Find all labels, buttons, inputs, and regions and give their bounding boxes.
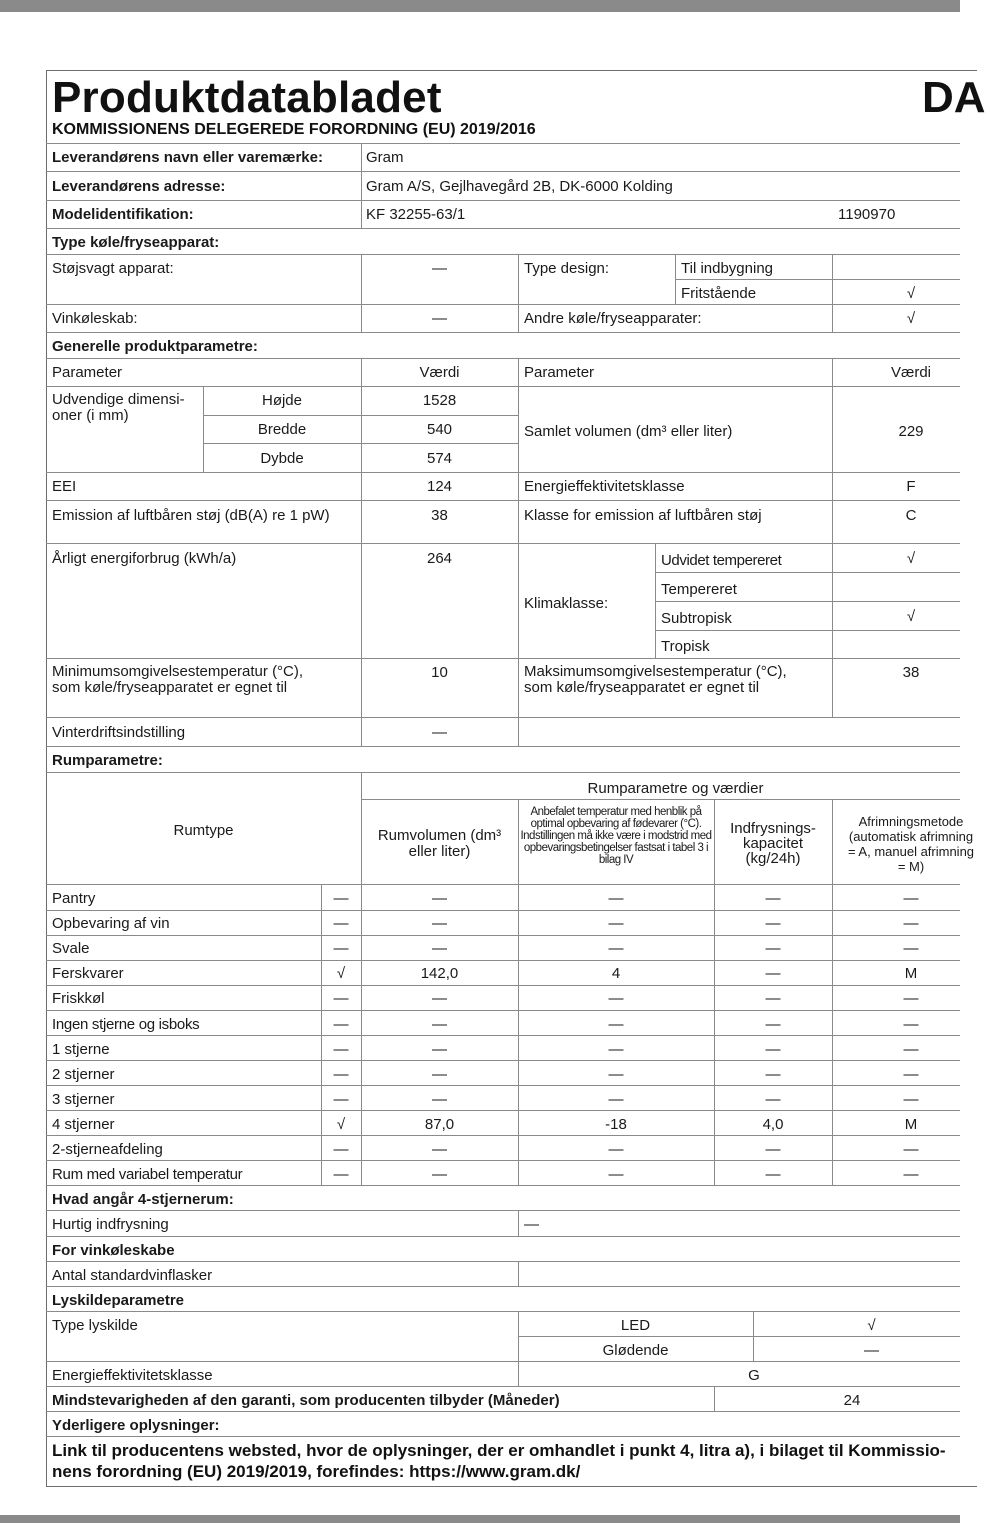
supplier-address-label: Leverandørens adresse: — [52, 178, 226, 195]
compartment-present: — — [333, 990, 349, 1007]
language-code: DA — [922, 73, 986, 122]
general-heading: Generelle produktparametre: — [52, 338, 258, 355]
max-temp-value: 38 — [902, 664, 920, 681]
compartment-temp: — — [608, 1166, 624, 1183]
compartment-defrost: — — [903, 940, 919, 957]
noise-class-value: C — [905, 507, 917, 524]
max-temp-label: Maksimumsomgivelsestemperatur (°C), som køle/fryseapparatet er egnet til — [524, 663, 787, 696]
link-line-1: Link til producentens websted, hvor de oplysninger, der er omhandlet i punkt 4, litra a), i bilaget til Kommissio- — [52, 1441, 946, 1460]
compartment-volume: — — [432, 940, 447, 957]
compartment-present: √ — [336, 1116, 346, 1133]
compartment-defrost: — — [903, 890, 919, 907]
compartment-freeze: — — [765, 915, 781, 932]
compartment-temp: — — [608, 915, 624, 932]
compartment-name: 3 stjerner — [52, 1091, 115, 1108]
compartment-volume: — — [432, 1091, 447, 1108]
compartment-defrost: — — [903, 990, 919, 1007]
climate-subtropical-value: √ — [906, 608, 916, 625]
compartment-freeze: — — [765, 1166, 781, 1183]
compartment-present: — — [333, 1141, 349, 1158]
compartment-volume: — — [432, 1066, 447, 1083]
compartment-name: Ingen stjerne og isboks — [52, 1016, 200, 1033]
compartment-temp: -18 — [605, 1116, 627, 1133]
climate-subtropical-label: Subtropisk — [661, 610, 732, 627]
eei-label: EEI — [52, 478, 77, 495]
guarantee-value: 24 — [843, 1392, 861, 1409]
led-value: √ — [867, 1317, 876, 1334]
compartment-volume-header: Rumvolumen (dm³ eller liter) — [377, 827, 502, 860]
compartment-present: — — [333, 890, 349, 907]
compartment-name: Ferskvarer — [52, 965, 124, 982]
climate-class-label: Klimaklasse: — [524, 595, 609, 612]
compartment-volume: — — [432, 890, 447, 907]
compartment-defrost: — — [903, 1016, 919, 1033]
total-volume-label: Samlet volumen (dm³ eller liter) — [524, 423, 733, 440]
compartment-name: 2-stjerneafdeling — [52, 1141, 163, 1158]
compartment-freeze: — — [765, 965, 781, 982]
supplier-name-label: Leverandørens navn eller varemærke: — [52, 149, 323, 166]
compartment-name: Rum med variabel temperatur — [52, 1166, 243, 1183]
guarantee-label: Mindstevarigheden af den garanti, som producenten tilbyder (Måneder) — [52, 1392, 560, 1409]
height-value: 1528 — [422, 392, 457, 409]
incandescent-label: Glødende — [602, 1342, 669, 1359]
model-value: KF 32255-63/1 — [366, 206, 466, 223]
compartment-volume: — — [432, 1141, 447, 1158]
light-energy-class-value: G — [748, 1367, 760, 1384]
climate-extended-temperate-label: Udvidet tempereret — [661, 552, 782, 569]
compartment-present: — — [333, 1066, 349, 1083]
compartment-volume: 142,0 — [420, 965, 459, 982]
fast-freeze-value: — — [524, 1216, 539, 1233]
energy-class-label: Energieffektivitetsklasse — [524, 478, 685, 495]
winter-setting-label: Vinterdriftsindstilling — [52, 724, 186, 741]
compartment-temp: — — [608, 890, 624, 907]
light-type-label: Type lyskilde — [52, 1317, 138, 1334]
low-noise-label: Støjsvagt apparat: — [52, 260, 174, 277]
link-line-2: nens forordning (EU) 2019/2019, forefindes: https://www.gram.dk/ — [52, 1462, 581, 1481]
annual-energy-value: 264 — [426, 550, 453, 567]
eei-value: 124 — [426, 478, 453, 495]
compartment-freeze: — — [765, 1066, 781, 1083]
compartment-temp: — — [608, 940, 624, 957]
compartment-freeze: — — [765, 1091, 781, 1108]
total-volume-value: 229 — [898, 423, 924, 440]
compartment-temp: 4 — [611, 965, 621, 982]
other-appliance-label: Andre køle/fryseapparater: — [524, 310, 702, 327]
min-temp-value: 10 — [431, 664, 448, 681]
compartment-temp: — — [608, 1041, 624, 1058]
led-label: LED — [620, 1317, 651, 1334]
compartment-present: — — [333, 1091, 349, 1108]
additional-heading: Yderligere oplysninger: — [52, 1417, 220, 1434]
compartment-name: 1 stjerne — [52, 1041, 110, 1058]
compartment-freeze: 4,0 — [762, 1116, 784, 1133]
fast-freeze-label: Hurtig indfrysning — [52, 1216, 169, 1233]
energy-class-value: F — [906, 478, 916, 495]
other-appliance-value: √ — [906, 310, 916, 327]
compartment-volume: 87,0 — [424, 1116, 455, 1133]
compartment-present: — — [333, 1166, 349, 1183]
compartment-present: — — [333, 915, 349, 932]
compartment-defrost: — — [903, 1091, 919, 1108]
value-header-right: Værdi — [890, 364, 931, 381]
compartment-freeze: — — [765, 1041, 781, 1058]
depth-label: Dybde — [260, 450, 304, 467]
compartments-group-header: Rumparametre og værdier — [587, 780, 764, 797]
compartment-defrost: — — [903, 1166, 919, 1183]
freestanding-value: √ — [906, 285, 916, 302]
manufacturer-link-text[interactable] — [52, 1440, 946, 1482]
compartment-name: 2 stjerner — [52, 1066, 115, 1083]
regulation-subtitle: KOMMISSIONENS DELEGEREDE FORORDNING (EU) 2019/2016 — [52, 121, 536, 138]
compartment-freeze: — — [765, 990, 781, 1007]
param-header-right: Parameter — [524, 364, 595, 381]
page-title: Produktdatabladet — [52, 73, 442, 122]
noise-label: Emission af luftbåren støj (dB(A) re 1 pW) — [52, 507, 330, 524]
compartment-present: √ — [336, 965, 346, 982]
compartment-defrost: M — [904, 965, 918, 982]
compartment-defrost: — — [903, 1041, 919, 1058]
built-in-label: Til indbygning — [681, 260, 773, 277]
model-number: 1190970 — [838, 206, 896, 223]
compartment-defrost: — — [903, 1066, 919, 1083]
climate-tropical-label: Tropisk — [661, 638, 710, 655]
incandescent-value: — — [864, 1342, 879, 1359]
appliance-type-heading: Type køle/fryseapparat: — [52, 234, 220, 251]
compartment-freeze-header: Indfrysnings- kapacitet (kg/24h) — [730, 820, 816, 867]
compartment-present: — — [333, 940, 349, 957]
compartment-temp: — — [608, 990, 624, 1007]
light-heading: Lyskildeparametre — [52, 1292, 185, 1309]
compartment-name: Friskkøl — [52, 990, 105, 1007]
compartment-temp: — — [608, 1066, 624, 1083]
compartment-present: — — [333, 1041, 349, 1058]
compartment-volume: — — [432, 1016, 447, 1033]
compartment-freeze: — — [765, 940, 781, 957]
supplier-name-value: Gram — [366, 149, 404, 166]
annual-energy-label: Årligt energiforbrug (kWh/a) — [52, 550, 237, 567]
compartment-temp: — — [608, 1141, 624, 1158]
noise-value: 38 — [431, 507, 448, 524]
freestanding-label: Fritstående — [681, 285, 757, 302]
compartment-defrost: — — [903, 915, 919, 932]
compartment-temp: — — [608, 1091, 624, 1108]
low-noise-value: — — [432, 260, 447, 277]
viewer-top-bar — [0, 0, 960, 12]
compartment-type-header: Rumtype — [173, 822, 234, 839]
viewer-bottom-bar — [0, 1515, 960, 1523]
compartment-volume: — — [432, 915, 447, 932]
compartment-name: 4 stjerner — [52, 1116, 115, 1133]
compartment-name: Pantry — [52, 890, 96, 907]
compartment-freeze: — — [765, 890, 781, 907]
compartment-volume: — — [432, 990, 447, 1007]
dimensions-label: Udvendige dimensi- oner (i mm) — [52, 391, 185, 424]
compartments-heading: Rumparametre: — [52, 752, 163, 769]
compartment-present: — — [333, 1016, 349, 1033]
design-label: Type design: — [524, 260, 610, 277]
climate-temperate-label: Tempereret — [661, 581, 737, 598]
compartment-freeze: — — [765, 1016, 781, 1033]
wine-cooler-label: Vinkøleskab: — [52, 310, 138, 327]
compartment-freeze: — — [765, 1141, 781, 1158]
width-value: 540 — [426, 421, 453, 438]
compartment-temp: — — [608, 1016, 624, 1033]
compartment-volume: — — [432, 1041, 447, 1058]
noise-class-label: Klasse for emission af luftbåren støj — [524, 507, 762, 524]
min-temp-label: Minimumsomgivelsestemperatur (°C), som køle/fryseapparatet er egnet til — [52, 663, 304, 696]
four-star-heading: Hvad angår 4-stjernerum: — [52, 1191, 234, 1208]
depth-value: 574 — [426, 450, 453, 467]
climate-extended-temperate-value: √ — [906, 550, 916, 567]
value-header-left: Værdi — [419, 364, 460, 381]
compartment-defrost: — — [903, 1141, 919, 1158]
height-label: Højde — [261, 392, 302, 409]
compartment-volume: — — [432, 1166, 447, 1183]
compartment-defrost: M — [904, 1116, 918, 1133]
compartment-defrost-header: Afrimningsmetode (automatisk afrimning = A, manuel afrimning = M) — [847, 814, 975, 874]
winter-setting-value: — — [432, 724, 447, 741]
compartment-name: Svale — [52, 940, 90, 957]
model-label: Modelidentifikation: — [52, 206, 194, 223]
compartment-temp-header: Anbefalet temperatur med henblik på optimal opbevaring af fødevarer (°C). Indstillingen må ikke være i modstrid med opbevaringsbetingelser fastsat i tabel 3 i bilag IV — [520, 806, 712, 866]
wine-bottles-label: Antal standardvinflasker — [52, 1267, 213, 1284]
wine-heading: For vinkøleskabe — [52, 1242, 175, 1259]
light-energy-class-label: Energieffektivitetsklasse — [52, 1367, 213, 1384]
supplier-address-value: Gram A/S, Gejlhavegård 2B, DK-6000 Kolding — [366, 178, 673, 195]
compartment-name: Opbevaring af vin — [52, 915, 170, 932]
width-label: Bredde — [257, 421, 307, 438]
param-header-left: Parameter — [52, 364, 123, 381]
wine-cooler-value: — — [432, 310, 447, 327]
